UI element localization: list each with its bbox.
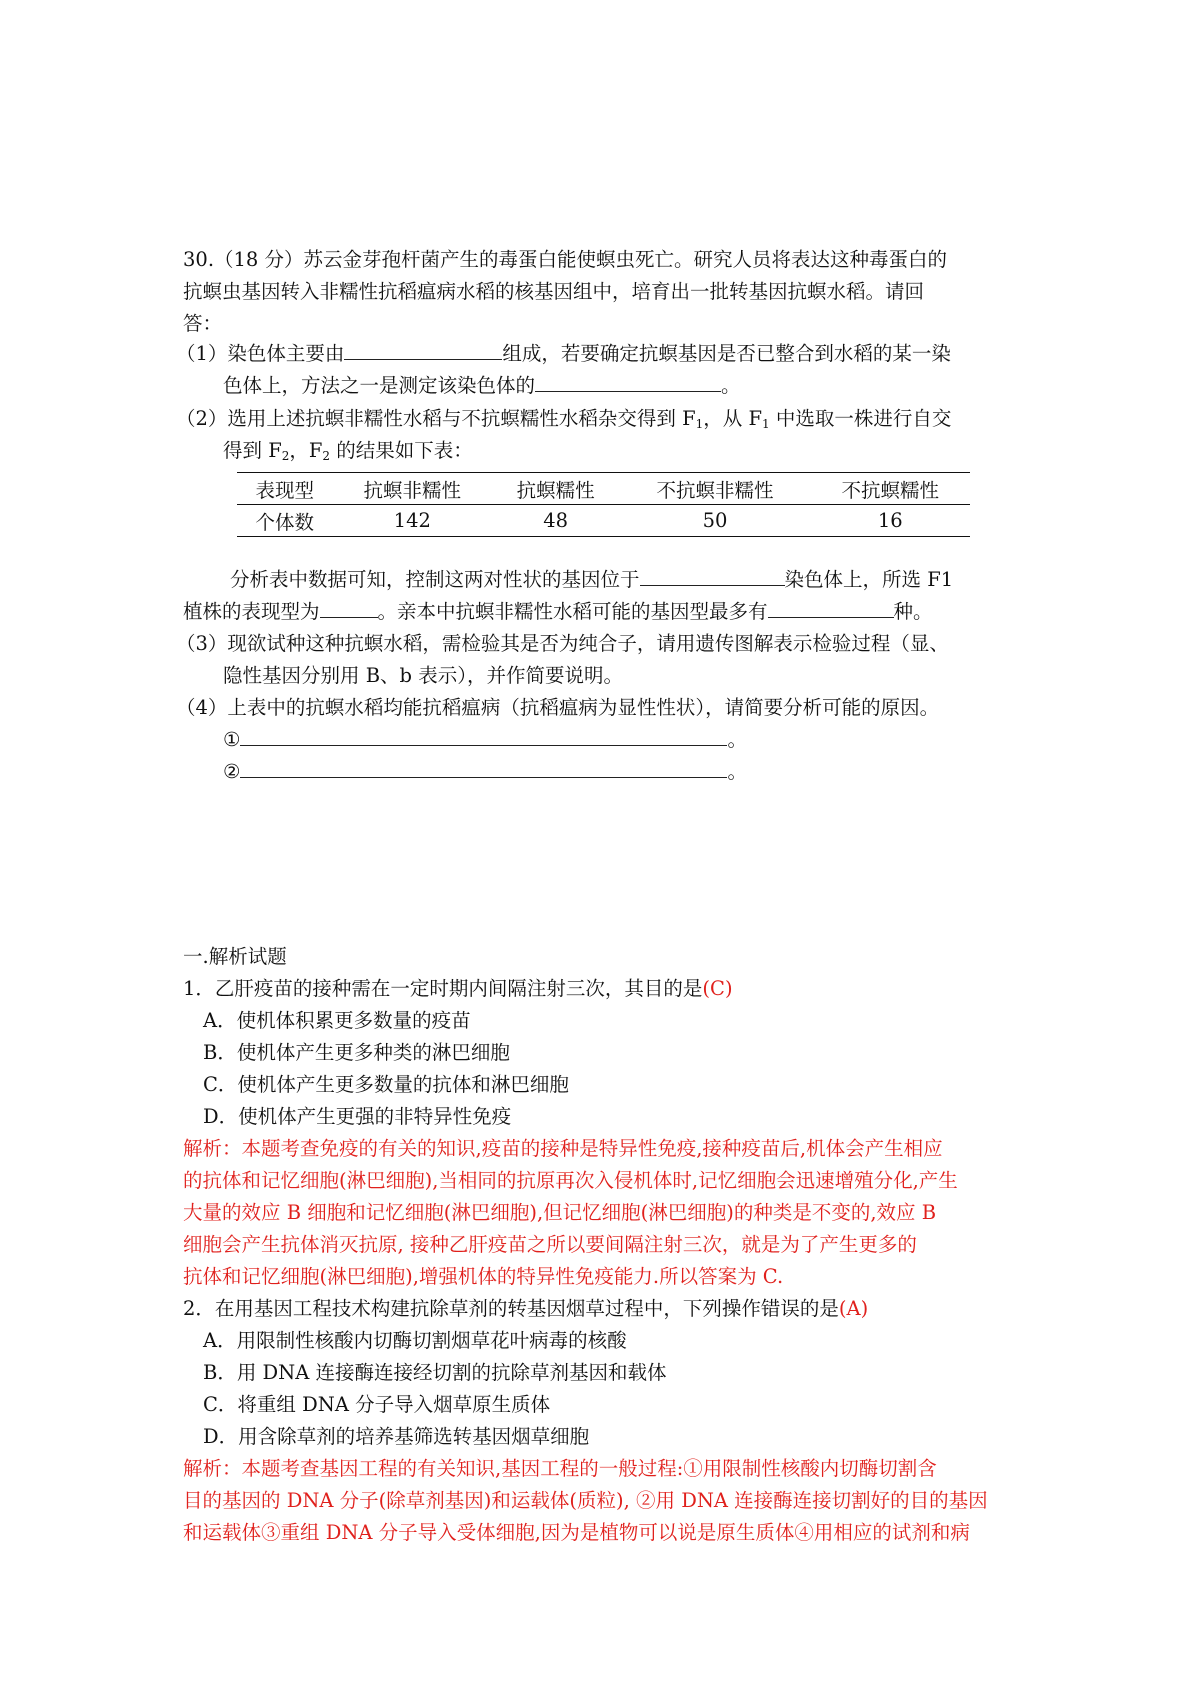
reason-1-line: [223, 724, 747, 756]
period: 。: [727, 728, 747, 751]
circled-number: ①: [223, 728, 241, 751]
q30-part-1: [176, 338, 951, 370]
part2-text-c: 中选取一株进行自交: [769, 407, 952, 430]
q1-stem-text: 1．乙肝疫苗的接种需在一定时期内间隔注射三次，其目的是: [183, 977, 703, 1000]
reason-2-line: [223, 756, 747, 788]
part1-text-c: 色体上，方法之一是测定该染色体的: [223, 374, 536, 397]
table-header-cell: 表现型: [237, 473, 333, 505]
answer-blank[interactable]: [344, 339, 502, 360]
subscript: 1: [695, 417, 704, 431]
table-row: [237, 505, 970, 537]
part1-text-d: 。: [721, 374, 741, 397]
answer-blank[interactable]: [240, 725, 727, 746]
q30-part-2-cont: [223, 435, 473, 467]
table-cell: 16: [877, 509, 903, 532]
table-header-cell: 不抗螟糯性: [811, 473, 970, 505]
q30-line-3: 答：: [183, 312, 223, 335]
analysis-line-1: [230, 564, 953, 596]
q1-option-c: C．使机体产生更多数量的抗体和淋巴细胞: [203, 1073, 569, 1096]
q2-stem-text: 2．在用基因工程技术构建抗除草剂的转基因烟草过程中，下列操作错误的是: [183, 1297, 839, 1320]
analysis-line-2: [183, 596, 933, 628]
part2-text-d: 得到 F: [223, 439, 282, 462]
table-cell: 50: [702, 509, 728, 532]
q30-part-4: （4）上表中的抗螟水稻均能抗稻瘟病（抗稻瘟病为显性性状），请简要分析可能的原因。: [176, 696, 940, 719]
q1-explanation-line: 大量的效应 B 细胞和记忆细胞(淋巴细胞),但记忆细胞(淋巴细胞)的种类是不变的,效应 B: [183, 1201, 937, 1224]
analysis-text-d: 。亲本中抗螟非糯性水稻可能的基因型最多有: [377, 600, 768, 623]
q2-option-c: C．将重组 DNA 分子导入烟草原生质体: [203, 1393, 551, 1416]
q2-explanation-line: 目的基因的 DNA 分子(除草剂基因)和运载体(质粒), ②用 DNA 连接酶连接切割好的目的基因: [183, 1489, 988, 1512]
f2-results-table: [237, 472, 970, 537]
q1-explanation-line: 的抗体和记忆细胞(淋巴细胞),当相同的抗原再次入侵机体时,记忆细胞会迅速增殖分化,产生: [183, 1169, 958, 1192]
answer-blank[interactable]: [535, 371, 721, 392]
part2-text-b: ，从 F: [703, 407, 763, 430]
q2-stem: [183, 1293, 868, 1325]
answer-blank[interactable]: [768, 597, 894, 618]
part1-text-b: 组成，若要确定抗螟基因是否已整合到水稻的某一染: [502, 342, 951, 365]
q1-answer: (C): [702, 977, 733, 1000]
q2-answer: (A): [838, 1297, 869, 1320]
q1-option-d: D．使机体产生更强的非特异性免疫: [203, 1105, 512, 1128]
q2-option-b: B．用 DNA 连接酶连接经切割的抗除草剂基因和载体: [203, 1361, 667, 1384]
q1-explanation-line: 解析：本题考查免疫的有关的知识,疫苗的接种是特异性免疫,接种疫苗后,机体会产生相应: [183, 1137, 943, 1160]
section-title: 一.解析试题: [183, 945, 287, 968]
part2-text-a: （2）选用上述抗螟非糯性水稻与不抗螟糯性水稻杂交得到 F: [176, 407, 696, 430]
subscript: 2: [281, 449, 290, 463]
part2-text-e: ，F: [289, 439, 323, 462]
table-cell: 142: [393, 509, 431, 532]
analysis-text-a: 分析表中数据可知，控制这两对性状的基因位于: [230, 568, 640, 591]
subscript: 1: [762, 417, 770, 431]
q1-option-a: A．使机体积累更多数量的疫苗: [203, 1009, 471, 1032]
q1-explanation-line: 细胞会产生抗体消灭抗原, 接种乙肝疫苗之所以要间隔注射三次，就是为了产生更多的: [183, 1233, 917, 1256]
answer-blank[interactable]: [640, 565, 785, 586]
q2-explanation-line: 解析：本题考查基因工程的有关知识,基因工程的一般过程:①用限制性核酸内切酶切割含: [183, 1457, 937, 1480]
q30-line-1: 30.（18 分）苏云金芽孢杆菌产生的毒蛋白能使螟虫死亡。研究人员将表达这种毒蛋白的: [183, 248, 948, 271]
q1-option-b: B．使机体产生更多种类的淋巴细胞: [203, 1041, 510, 1064]
subscript: 2: [322, 449, 331, 463]
q1-explanation-line: 抗体和记忆细胞(淋巴细胞),增强机体的特异性免疫能力.所以答案为 C.: [183, 1265, 784, 1288]
table-cell: 个体数: [255, 510, 315, 534]
analysis-text-c: 植株的表现型为: [183, 600, 320, 623]
table-header-cell: 不抗螟非糯性: [619, 473, 810, 505]
q2-explanation-line: 和运载体③重组 DNA 分子导入受体细胞,因为是植物可以说是原生质体④用相应的试剂和病: [183, 1521, 970, 1544]
analysis-text-b: 染色体上，所选 F1: [784, 568, 954, 591]
answer-blank[interactable]: [320, 597, 378, 618]
q2-option-a: A．用限制性核酸内切酶切割烟草花叶病毒的核酸: [203, 1329, 627, 1352]
answer-blank[interactable]: [240, 757, 727, 778]
table-header-row: [237, 473, 970, 505]
circled-number: ②: [223, 760, 241, 783]
period: 。: [727, 760, 747, 783]
table-header-cell: 抗螟非糯性: [333, 473, 492, 505]
q1-stem: [183, 973, 733, 1005]
q2-option-d: D．用含除草剂的培养基筛选转基因烟草细胞: [203, 1425, 590, 1448]
table-header-cell: 抗螟糯性: [492, 473, 619, 505]
table-cell: 48: [543, 509, 569, 532]
analysis-text-e: 种。: [893, 600, 933, 623]
q30-part-3: （3）现欲试种这种抗螟水稻，需检验其是否为纯合子，请用遗传图解表示检验过程（显、: [176, 632, 949, 655]
q30-part-2: [176, 403, 951, 435]
q30-part-3-cont: 隐性基因分别用 B、b 表示），并作简要说明。: [223, 664, 623, 687]
q30-part-1-cont: [223, 370, 741, 402]
q30-line-2: 抗螟虫基因转入非糯性抗稻瘟病水稻的核基因组中，培育出一批转基因抗螟水稻。请回: [183, 280, 925, 303]
part2-text-f: 的结果如下表：: [330, 439, 473, 462]
part1-text-a: （1）染色体主要由: [176, 342, 345, 365]
